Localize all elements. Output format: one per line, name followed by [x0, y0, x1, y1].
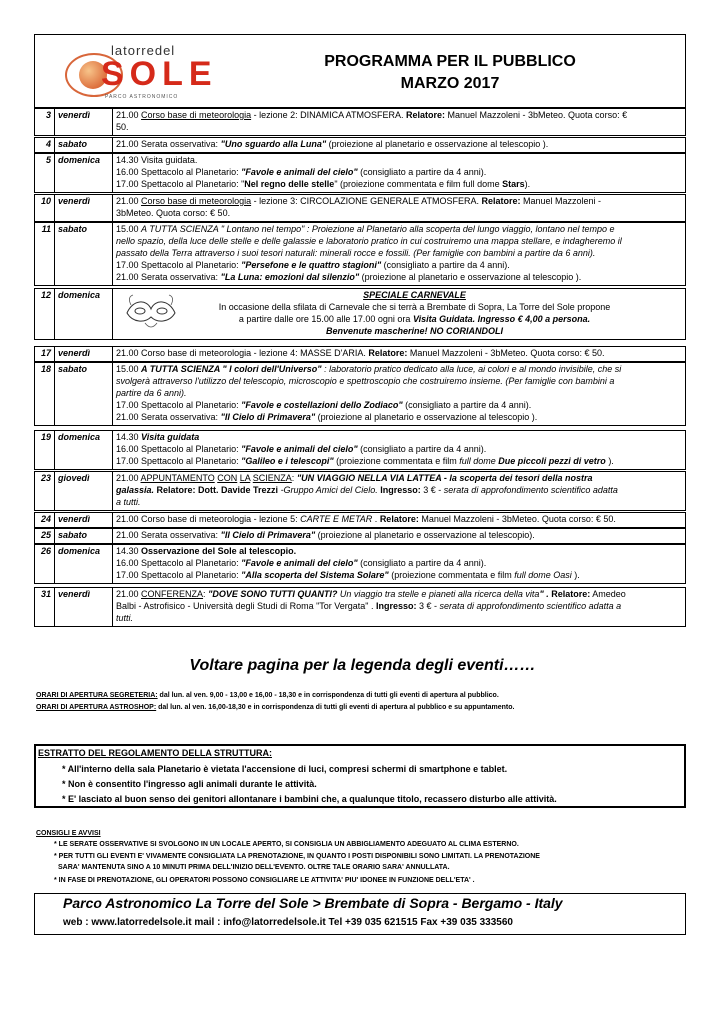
- event-text: Un viaggio tra stelle e pianeti alla ricerca della vita: [337, 589, 540, 599]
- event-line: [116, 529, 683, 541]
- page-title: PROGRAMMA PER IL PUBBLICO: [324, 53, 576, 70]
- event-line: [116, 154, 683, 166]
- event-line: [116, 431, 683, 443]
- event-text: 3bMeteo. Quota corso: € 50.: [116, 208, 231, 218]
- event-text: "Favole e costellazioni dello Zodiaco": [241, 400, 403, 410]
- regulation-item: * Non è consentito l'ingresso agli animali durante le attività.: [62, 779, 317, 789]
- event-text: Relatore:: [368, 348, 408, 358]
- regulation-title: ESTRATTO DEL REGOLAMENTO DELLA STRUTTURA:: [38, 748, 272, 758]
- advice-item: * PER TUTTI GLI EVENTI E' VIVAMENTE CONSIGLIATA LA PRENOTAZIONE, IN QUANTO I POSTI DISPONIBILI SONO LIMITATI. LA PRENOTAZIONE: [54, 853, 540, 860]
- event-text: tutti.: [116, 613, 134, 623]
- event-text: : Proiezione al Planetario alla scoperta del lungo viaggio, lontano nel tempo e: [304, 224, 615, 234]
- event-text: "Il Cielo di Primavera": [220, 530, 316, 540]
- event-weekday: sabato: [55, 138, 113, 152]
- event-text: LA: [239, 473, 251, 483]
- event-text: "DOVE SONO TUTTI QUANTI?: [208, 589, 338, 599]
- event-text: "Favole e animali del cielo": [241, 167, 358, 177]
- event-text: ).: [524, 179, 531, 189]
- event-text: 3 € -: [416, 601, 440, 611]
- event-text: "Alla scoperta del Sistema Solare": [241, 570, 389, 580]
- event-row: [34, 222, 686, 286]
- logo-main-text: SOLE: [101, 55, 218, 93]
- event-row: [34, 137, 686, 153]
- carnival-mask-icon: [123, 293, 179, 333]
- event-text: Relatore:: [551, 589, 591, 599]
- event-date: 17: [35, 347, 55, 361]
- event-text: 21.00: [116, 589, 142, 599]
- event-description: [115, 529, 685, 541]
- event-line: [116, 455, 683, 467]
- event-line: [116, 588, 683, 600]
- event-text: A TUTTA SCIENZA " Lontano nel tempo": [141, 224, 305, 234]
- event-text: partire da 6 anni).: [116, 388, 187, 398]
- event-line: [116, 375, 683, 387]
- event-date: 26: [35, 545, 55, 583]
- event-line: [116, 387, 683, 399]
- event-text: "La Luna: emozioni dal silenzio": [220, 272, 360, 282]
- event-text: 16.00 Spettacolo al Planetario:: [116, 167, 242, 177]
- event-text: Nel regno delle stelle: [244, 179, 335, 189]
- event-date: 23: [35, 472, 55, 510]
- event-text: "Galileo e i telescopi": [241, 456, 334, 466]
- event-text: (proiezione al planetario e osservazione al telescopio ).: [359, 272, 582, 282]
- event-text: Ingresso:: [376, 601, 417, 611]
- event-row: [34, 430, 686, 470]
- footer-contact: web : www.latorredelsole.it mail : info@latorredelsole.it Tel +39 035 621515 Fax +39 035 333560: [63, 917, 513, 928]
- event-weekday: sabato: [55, 223, 113, 285]
- event-text: Ingresso:: [380, 485, 421, 495]
- event-row: [34, 194, 686, 222]
- event-line: [116, 235, 683, 247]
- event-text: Relatore: Dott. Davide Trezzi: [154, 485, 281, 495]
- event-text: 21.00: [116, 196, 142, 206]
- event-text: Relatore:: [481, 196, 521, 206]
- event-weekday: domenica: [55, 289, 113, 339]
- event-text: In occasione della sfilata di Carnevale che si terrà a Brembate di Sopra, La Torre del Sole propone: [218, 302, 611, 312]
- event-text: 16.00 Spettacolo al Planetario:: [116, 444, 242, 454]
- event-text: 16.00 Spettacolo al Planetario:: [116, 558, 242, 568]
- event-line: [116, 166, 683, 178]
- event-description: [115, 363, 685, 423]
- event-row: [34, 153, 686, 193]
- event-text: Manuel Mazzoleni - 3bMeteo. Quota corso: € 50.: [407, 348, 605, 358]
- logo-sub-text: PARCO ASTRONOMICO: [105, 94, 179, 100]
- event-weekday: domenica: [55, 545, 113, 583]
- event-text: full dome: [459, 456, 496, 466]
- event-line: [116, 301, 683, 313]
- event-weekday: venerdì: [55, 109, 113, 135]
- event-text: - lezione 3: CIRCOLAZIONE GENERALE ATMOSFERA.: [251, 196, 482, 206]
- event-description: [115, 513, 685, 525]
- event-date: 5: [35, 154, 55, 192]
- event-text: 3 € -: [420, 485, 444, 495]
- advice-item: * IN FASE DI PRENOTAZIONE, GLI OPERATORI POSSONO CONSIGLIARE LE ATTIVITA' PIU' IDONEE IN FUNZIONE DELL'ETA' .: [54, 877, 475, 884]
- event-text: 17.00 Spettacolo al Planetario:: [116, 260, 242, 270]
- event-date: 31: [35, 588, 55, 626]
- event-text: " (proiezione commentata e film full dome: [334, 179, 503, 189]
- event-line: [116, 195, 683, 207]
- event-text: "UN VIAGGIO NELLA VIA LATTEA - la scoperta dei tesori della nostra: [296, 473, 593, 483]
- event-text: .: [372, 514, 380, 524]
- event-line: [116, 496, 683, 508]
- hours-secretary: [36, 690, 499, 702]
- event-text: 21.00 Corso base di meteorologia - lezione 4: MASSE D'ARIA.: [116, 348, 369, 358]
- event-line: [116, 600, 683, 612]
- event-date: 18: [35, 363, 55, 425]
- event-text: CARTE E METAR: [300, 514, 373, 524]
- event-text: CONFERENZA: [141, 589, 204, 599]
- event-text: Stars: [502, 179, 525, 189]
- event-text: Balbi - Astrofisico - Università degli Studi di Roma "Tor Vergata" .: [116, 601, 376, 611]
- page-subtitle: MARZO 2017: [400, 75, 500, 92]
- event-line: [116, 557, 683, 569]
- event-text: Manuel Mazzoleni -: [520, 196, 602, 206]
- event-text: (proiezione commentata e film: [388, 570, 515, 580]
- event-text: Corso base di meteorologia: [141, 196, 252, 206]
- event-text: ).: [571, 570, 580, 580]
- event-date: 19: [35, 431, 55, 469]
- event-line: [116, 399, 683, 411]
- event-description: [115, 109, 685, 133]
- event-line: [116, 363, 683, 375]
- event-text: A TUTTA SCIENZA " I colori dell'Universo": [141, 364, 322, 374]
- event-text: Amedeo: [590, 589, 626, 599]
- event-text: svolgerà attraverso l'utilizzo del telescopio, microscopio e spettroscopio che costruiremo insieme. (Per famiglie con bambini a: [116, 376, 615, 386]
- event-line: [116, 347, 683, 359]
- event-row: [34, 471, 686, 511]
- hours-secretary-label: ORARI DI APERTURA SEGRETERIA:: [36, 692, 158, 699]
- event-date: 12: [35, 289, 55, 339]
- event-line: [116, 313, 683, 325]
- event-line: [116, 109, 683, 121]
- event-text: (consigliato a partire da 4 anni).: [357, 558, 487, 568]
- event-description: [115, 195, 685, 219]
- event-line: [116, 569, 683, 581]
- event-text: " .: [539, 589, 552, 599]
- event-line: [116, 289, 683, 301]
- event-weekday: venerdì: [55, 347, 113, 361]
- event-weekday: domenica: [55, 154, 113, 192]
- regulation-box: [34, 744, 686, 808]
- logo-top-text: latorredel: [111, 43, 176, 58]
- event-line: [116, 247, 683, 259]
- event-row: [34, 288, 686, 340]
- hours-astroshop-text: dal lun. al ven. 16,00-18,30 e in corrispondenza di tutti gli eventi di apertura al pubblico e su appuntamento.: [156, 704, 515, 711]
- event-text: "Uno sguardo alla Luna": [220, 139, 327, 149]
- event-description: [115, 347, 685, 359]
- event-text: Benvenute mascherine! NO CORIANDOLI: [325, 326, 504, 336]
- event-text: 15.00: [116, 364, 142, 374]
- logo: [65, 43, 218, 105]
- event-line: [116, 545, 683, 557]
- event-text: SCIENZA: [252, 473, 292, 483]
- event-text: 14.30 Visita guidata.: [116, 155, 198, 165]
- event-text: Visita guidata: [141, 432, 200, 442]
- event-text: - lezione 2: DINAMICA ATMOSFERA.: [251, 110, 406, 120]
- event-line: [116, 443, 683, 455]
- event-text: 21.00 Corso base di meteorologia - lezione 5:: [116, 514, 301, 524]
- event-text: 17.00 Spettacolo al Planetario:: [116, 570, 242, 580]
- event-line: [116, 121, 683, 133]
- event-description: [115, 472, 685, 508]
- event-text: :: [203, 589, 209, 599]
- event-text: serata di approfondimento scientifico adatta a: [439, 601, 622, 611]
- event-text: Relatore:: [379, 514, 419, 524]
- event-text: "Persefone e le quattro stagioni": [241, 260, 382, 270]
- event-line: [116, 207, 683, 219]
- event-date: 3: [35, 109, 55, 135]
- event-text: a partire dalle ore 15.00 alle 17.00 ogni ora: [238, 314, 413, 324]
- event-text: 21.00 Serata osservativa:: [116, 530, 221, 540]
- event-line: [116, 178, 683, 190]
- event-line: [116, 472, 683, 484]
- event-line: [116, 259, 683, 271]
- event-description: [115, 431, 685, 467]
- event-description: [115, 138, 685, 150]
- event-text: Visita Guidata. Ingresso € 4,00 a persona.: [412, 314, 591, 324]
- regulation-item: * E' lasciato al buon senso dei genitori allontanare i bambini che, a qualunque titolo, recassero disturbo alle attività.: [62, 794, 557, 804]
- event-date: 11: [35, 223, 55, 285]
- event-text: SPECIALE CARNEVALE: [363, 290, 466, 300]
- event-line: [116, 325, 683, 337]
- event-text: 21.00: [116, 110, 142, 120]
- event-text: "Favole e animali del cielo": [241, 444, 358, 454]
- event-date: 25: [35, 529, 55, 543]
- event-text: (consigliato a partire da 4 anni).: [402, 400, 532, 410]
- event-date: 4: [35, 138, 55, 152]
- event-row: [34, 512, 686, 528]
- header-box: [34, 34, 686, 108]
- event-text: 21.00: [116, 473, 141, 483]
- event-weekday: venerdì: [55, 513, 113, 527]
- event-text: -Gruppo Amici del Cielo.: [280, 485, 381, 495]
- event-text: "Favole e animali del cielo": [241, 558, 358, 568]
- event-text: (proiezione al planetario e osservazione al telescopio ).: [315, 412, 538, 422]
- event-text: Corso base di meteorologia: [141, 110, 252, 120]
- event-text: "Il Cielo di Primavera": [220, 412, 316, 422]
- event-text: (proiezione al planetario e osservazione al telescopio ).: [326, 139, 549, 149]
- event-row: [34, 587, 686, 627]
- event-text: (proiezione al planetario e osservazione al telescopio).: [315, 530, 535, 540]
- event-description: [115, 588, 685, 624]
- event-text: 50.: [116, 122, 129, 132]
- regulation-item: * All'interno della sala Planetario è vietata l'accensione di luci, compresi schermi di smartphone e tablet.: [62, 764, 508, 774]
- advice-item: * LE SERATE OSSERVATIVE SI SVOLGONO IN UN LOCALE APERTO, SI CONSIGLIA UN ABBIGLIAMENTO ADEGUATO AL CLIMA ESTERNO.: [54, 841, 519, 848]
- event-text: Osservazione del Sole al telescopio.: [141, 546, 297, 556]
- event-text: 17.00 Spettacolo al Planetario: ": [116, 179, 245, 189]
- event-weekday: venerdì: [55, 588, 113, 626]
- event-text: a tutti.: [116, 497, 141, 507]
- hours-secretary-text: dal lun. al ven. 9,00 - 13,00 e 16,00 - 18,30 e in corrispondenza di tutti gli eventi di apertura al pubblico.: [157, 692, 499, 699]
- event-text: serata di approfondimento scientifico adatta: [443, 485, 618, 495]
- advice-title: CONSIGLI E AVVISI: [36, 830, 101, 837]
- event-text: ).: [605, 456, 614, 466]
- event-weekday: sabato: [55, 529, 113, 543]
- event-description: [115, 289, 685, 337]
- event-line: [116, 411, 683, 423]
- event-weekday: sabato: [55, 363, 113, 425]
- event-text: 21.00 Serata osservativa:: [116, 272, 221, 282]
- turn-page-note: Voltare pagina per la legenda degli eventi……: [189, 657, 536, 674]
- event-text: 17.00 Spettacolo al Planetario:: [116, 400, 242, 410]
- event-text: (proiezione commentata e film: [333, 456, 460, 466]
- event-text: nello spazio, della luce delle stelle e delle galassie e laboratorio pratico in cui costruiremo una mappa stellare, e indagheremo il: [116, 236, 622, 246]
- event-text: 14.30: [116, 432, 142, 442]
- event-description: [115, 545, 685, 581]
- event-line: [116, 612, 683, 624]
- event-text: 21.00 Serata osservativa:: [116, 412, 221, 422]
- footer-title: Parco Astronomico La Torre del Sole > Brembate di Sopra - Bergamo - Italy: [63, 895, 563, 911]
- advice-item: SARA' MANTENUTA SINO A 10 MINUTI PRIMA DELL'INIZIO DELL'EVENTO. OLTRE TALE ORARIO SARA' ANNULLATA.: [58, 864, 450, 871]
- event-text: : laboratorio pratico dedicato alla luce, ai colori e al mondo invisibile, che si: [321, 364, 622, 374]
- event-date: 24: [35, 513, 55, 527]
- event-row: [34, 362, 686, 426]
- event-description: [115, 154, 685, 190]
- event-row: [34, 346, 686, 362]
- event-line: [116, 484, 683, 496]
- event-line: [116, 271, 683, 283]
- hours-astroshop-label: ORARI DI APERTURA ASTROSHOP:: [36, 704, 157, 711]
- event-text: (consigliato a partire da 4 anni).: [381, 260, 510, 270]
- event-text: Due piccoli pezzi di vetro: [498, 456, 606, 466]
- event-text: 17.00 Spettacolo al Planetario:: [116, 456, 242, 466]
- hours-astroshop: [36, 702, 514, 714]
- event-row: [34, 108, 686, 136]
- event-text: :: [291, 473, 297, 483]
- event-line: [116, 223, 683, 235]
- event-weekday: giovedì: [55, 472, 113, 510]
- event-text: Manuel Mazzoleni - 3bMeteo. Quota corso: € 50.: [418, 514, 616, 524]
- event-row: [34, 528, 686, 544]
- event-description: [115, 223, 685, 283]
- event-text: galassia.: [116, 485, 155, 495]
- event-text: 15.00: [116, 224, 142, 234]
- event-text: 14.30: [116, 546, 142, 556]
- event-text: Relatore:: [405, 110, 445, 120]
- event-text: Manuel Mazzoleni - 3bMeteo. Quota corso: €: [444, 110, 628, 120]
- event-weekday: venerdì: [55, 195, 113, 221]
- event-text: passato della Terra attraverso i suoi tesori naturali: minerali rocce e fossili. (Per famiglie con bambini a partire da 6 anni).: [116, 248, 596, 258]
- event-row: [34, 544, 686, 584]
- footer-box: [34, 893, 686, 935]
- event-text: full dome Oasi: [514, 570, 572, 580]
- event-line: [116, 513, 683, 525]
- event-text: (consigliato a partire da 4 anni).: [357, 167, 487, 177]
- event-date: 10: [35, 195, 55, 221]
- event-weekday: domenica: [55, 431, 113, 469]
- event-text: 21.00 Serata osservativa:: [116, 139, 221, 149]
- event-text: APPUNTAMENTO: [140, 473, 215, 483]
- event-text: CON: [217, 473, 238, 483]
- event-line: [116, 138, 683, 150]
- event-text: (consigliato a partire da 4 anni).: [357, 444, 487, 454]
